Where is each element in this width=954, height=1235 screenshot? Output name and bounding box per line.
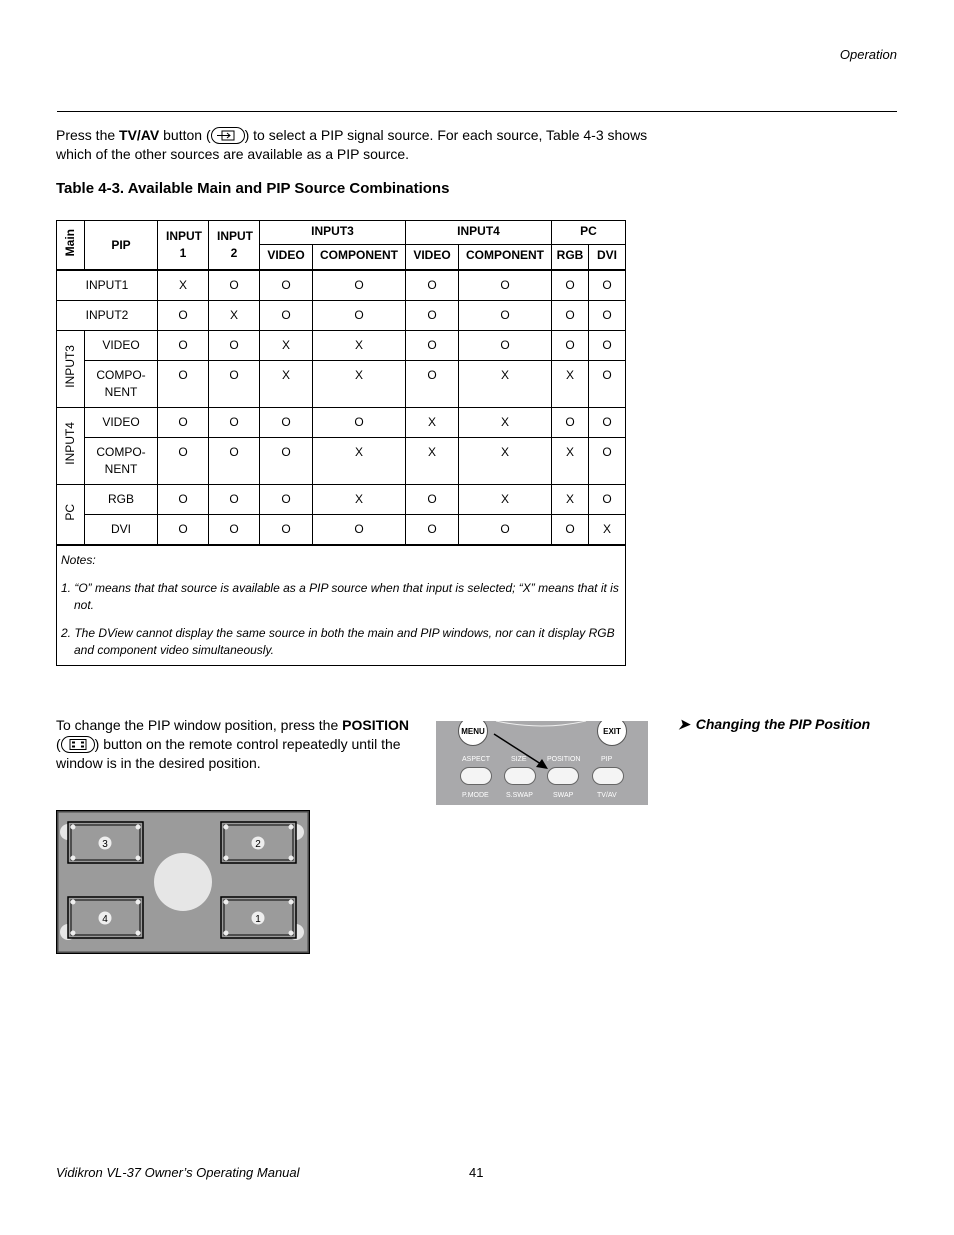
subcol-video: VIDEO <box>406 245 459 270</box>
table-cell: O <box>260 408 313 438</box>
size-button <box>504 767 536 785</box>
table-cell: O <box>459 270 552 301</box>
table-cell: O <box>158 515 209 546</box>
pip-window-1 <box>221 897 304 940</box>
table-cell: X <box>406 438 459 485</box>
header-rule <box>57 111 897 112</box>
position-text-pre: To change the PIP window position, press the <box>56 717 343 733</box>
remote-control-image <box>436 721 648 805</box>
intro-paragraph <box>56 126 666 164</box>
row-label: INPUT2 <box>57 301 158 331</box>
pip-window-3 <box>60 822 143 863</box>
row-label: COMPO-NENT <box>85 438 158 485</box>
pip-button <box>592 767 624 785</box>
table-row <box>57 331 626 361</box>
table-cell: O <box>158 408 209 438</box>
row-label: DVI <box>85 515 158 546</box>
table-cell: O <box>459 515 552 546</box>
notes-title: Notes: <box>61 553 96 567</box>
footer-manual-title: Vidikron VL-37 Owner’s Operating Manual <box>56 1165 300 1180</box>
table-cell: O <box>260 301 313 331</box>
group-input3: INPUT3 <box>57 331 85 408</box>
position-paragraph <box>56 716 426 773</box>
table-cell: O <box>589 270 626 301</box>
table-cell: O <box>459 331 552 361</box>
tvav-label: TV/AV <box>597 792 617 799</box>
position-icon <box>61 736 95 753</box>
col-input4: INPUT4 <box>406 221 552 245</box>
table-cell: O <box>459 301 552 331</box>
table-cell: X <box>406 408 459 438</box>
table-cell: X <box>552 485 589 515</box>
source-combination-table <box>56 220 626 666</box>
table-cell: X <box>459 485 552 515</box>
table-cell: O <box>313 408 406 438</box>
table-cell: O <box>260 485 313 515</box>
table-cell: X <box>552 361 589 408</box>
pip-position-diagram <box>56 810 310 954</box>
table-cell: O <box>313 301 406 331</box>
pip-window-2 <box>221 822 304 863</box>
group-input4: INPUT4 <box>57 408 85 485</box>
row-label: COMPO-NENT <box>85 361 158 408</box>
table-cell: O <box>589 331 626 361</box>
table-row <box>57 301 626 331</box>
table-row <box>57 485 626 515</box>
aspect-label: ASPECT <box>462 756 491 763</box>
position-label: POSITION <box>547 756 581 763</box>
exit-button: EXIT <box>597 721 627 746</box>
pip-window-4 <box>60 897 143 940</box>
table-cell: O <box>209 408 260 438</box>
size-label: SIZE <box>511 756 527 763</box>
table-cell: X <box>459 361 552 408</box>
table-cell: O <box>209 331 260 361</box>
table-row <box>57 270 626 301</box>
table-cell: O <box>209 485 260 515</box>
table-cell: X <box>313 485 406 515</box>
table-cell: X <box>260 331 313 361</box>
table-cell: O <box>158 361 209 408</box>
aspect-button <box>460 767 492 785</box>
intro-text-mid: button ( <box>159 127 211 143</box>
col-input3: INPUT3 <box>260 221 406 245</box>
subcol-rgb: RGB <box>552 245 589 270</box>
tvav-icon <box>211 127 245 144</box>
subcol-component: COMPONENT <box>459 245 552 270</box>
table-cell: X <box>552 438 589 485</box>
table-cell: O <box>313 270 406 301</box>
table-cell: X <box>313 361 406 408</box>
group-pc: PC <box>57 485 85 546</box>
intro-text-pre: Press the <box>56 127 120 143</box>
page-number: 41 <box>469 1165 484 1180</box>
subcol-dvi: DVI <box>589 245 626 270</box>
note-1: 1. “O” means that that source is available as a PIP source when that input is selected; “X” means that it is not. <box>61 581 619 612</box>
col-input1: INPUT 1 <box>158 221 209 271</box>
table-row <box>57 515 626 546</box>
table-cell: O <box>260 270 313 301</box>
main-window-circle <box>154 853 212 911</box>
col-pc: PC <box>552 221 626 245</box>
corner-main: Main <box>57 221 85 271</box>
svg-text:3: 3 <box>102 839 108 850</box>
table-cell: X <box>459 438 552 485</box>
row-label: INPUT1 <box>57 270 158 301</box>
table-cell: O <box>589 485 626 515</box>
table-cell: X <box>589 515 626 546</box>
table-cell: O <box>158 438 209 485</box>
section-header: Operation <box>839 47 897 62</box>
table-cell: X <box>260 361 313 408</box>
table-cell: O <box>406 331 459 361</box>
table-cell: O <box>552 270 589 301</box>
table-cell: O <box>406 301 459 331</box>
pip-label: PIP <box>601 756 613 763</box>
table-row <box>57 361 626 408</box>
table-cell: O <box>209 361 260 408</box>
table-cell: X <box>313 331 406 361</box>
table-title: Table 4-3. Available Main and PIP Source Combinations <box>56 180 450 197</box>
table-cell: O <box>313 515 406 546</box>
table-cell: O <box>158 331 209 361</box>
table-cell: O <box>158 301 209 331</box>
svg-text:1: 1 <box>255 914 261 925</box>
table-cell: O <box>209 438 260 485</box>
caption-text: Changing the PIP Position <box>695 716 871 732</box>
row-label: VIDEO <box>85 408 158 438</box>
table-cell: O <box>589 408 626 438</box>
table-cell: O <box>589 301 626 331</box>
svg-text:4: 4 <box>102 914 108 925</box>
intro-text-post: ) to select a PIP signal source. For each source, Table 4-3 shows which of the other sources are available as a PIP source. <box>56 127 648 162</box>
table-cell: O <box>589 438 626 485</box>
sswap-label: S.SWAP <box>506 792 533 799</box>
menu-button: MENU <box>458 721 488 746</box>
table-cell: X <box>313 438 406 485</box>
row-label: RGB <box>85 485 158 515</box>
row-label: VIDEO <box>85 331 158 361</box>
table-notes <box>57 545 626 666</box>
table-cell: O <box>406 485 459 515</box>
table-cell: O <box>209 515 260 546</box>
table-cell: O <box>209 270 260 301</box>
figure-caption <box>678 716 870 733</box>
subcol-video: VIDEO <box>260 245 313 270</box>
table-cell: X <box>209 301 260 331</box>
pmode-label: P.MODE <box>462 792 489 799</box>
table-cell: O <box>552 331 589 361</box>
svg-text:2: 2 <box>255 839 261 850</box>
col-input2: INPUT 2 <box>209 221 260 271</box>
open-paren: ( <box>56 736 61 752</box>
tvav-button-name: TV/AV <box>119 127 160 143</box>
caption-arrow-icon: ➤ <box>678 716 690 732</box>
table-cell: X <box>459 408 552 438</box>
table-cell: O <box>589 361 626 408</box>
table-cell: O <box>552 408 589 438</box>
note-2: 2. The DView cannot display the same source in both the main and PIP windows, nor can it display RGB and component video simultaneously. <box>61 626 615 657</box>
table-row <box>57 408 626 438</box>
corner-pip: PIP <box>85 221 158 271</box>
table-cell: O <box>260 438 313 485</box>
table-cell: O <box>406 270 459 301</box>
swap-label: SWAP <box>553 792 574 799</box>
table-row <box>57 438 626 485</box>
table-cell: O <box>260 515 313 546</box>
table-cell: O <box>158 485 209 515</box>
position-text-post: ) button on the remote control repeatedly until the window is in the desired position. <box>56 736 401 771</box>
position-button-name: POSITION <box>342 717 410 733</box>
table-cell: O <box>552 515 589 546</box>
position-remote-button <box>547 767 579 785</box>
table-cell: X <box>158 270 209 301</box>
table-cell: O <box>406 515 459 546</box>
table-cell: O <box>406 361 459 408</box>
subcol-component: COMPONENT <box>313 245 406 270</box>
table-cell: O <box>552 301 589 331</box>
